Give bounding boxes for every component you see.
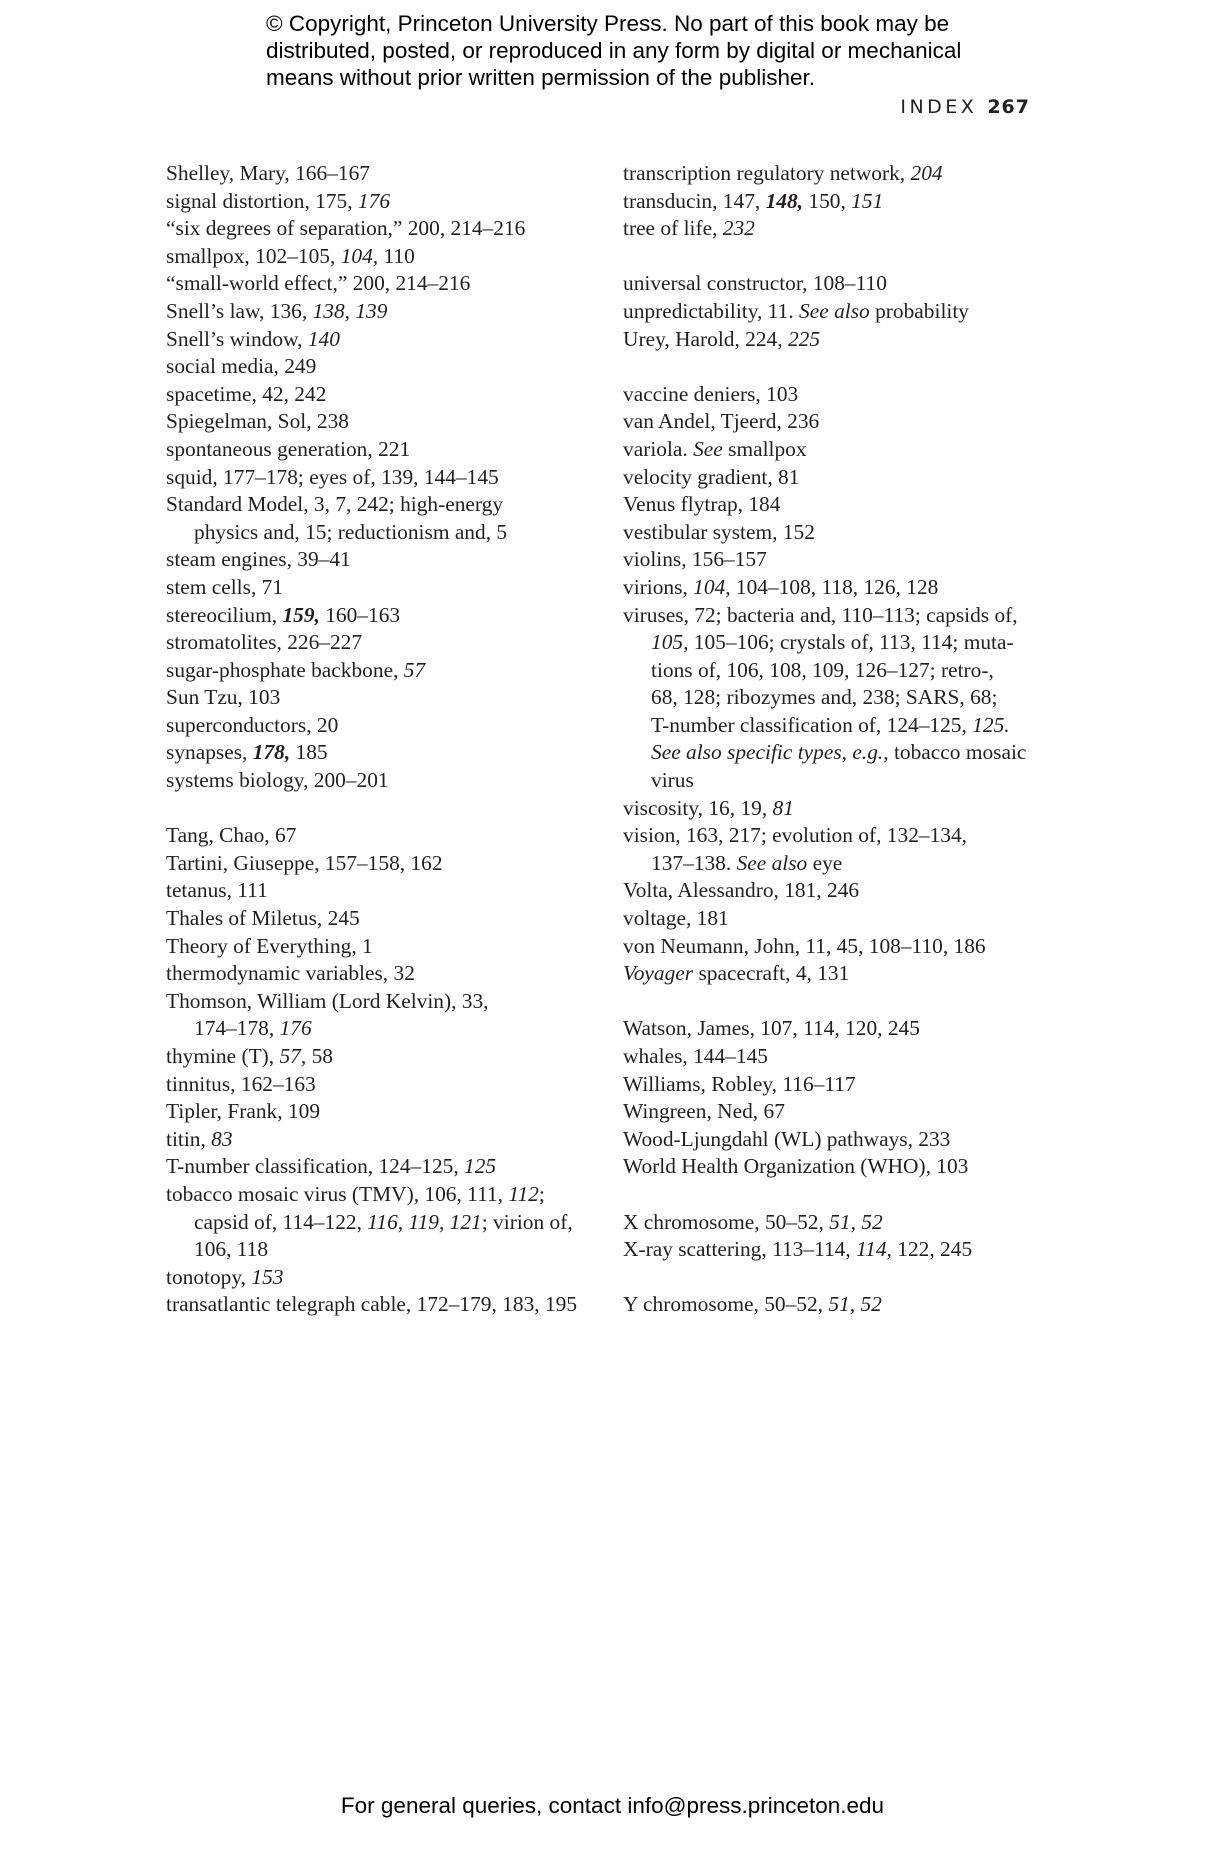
index-entry-text: 174–178, [194,1016,280,1041]
index-entry [166,1098,596,1126]
index-entry [623,1153,1063,1181]
letter-group-gap [623,243,1063,271]
index-entry-text: spontaneous generation, 221 [166,436,411,461]
index-entry-text: 148, [765,188,804,213]
index-entry-text: tions of, 106, 108, 109, 126–127; retro-, [651,657,994,682]
index-entry-text: X-ray scattering, 113–114, [623,1237,857,1262]
index-entry-text: stereocilium, [166,602,283,627]
index-entry [623,464,1063,492]
index-entry-text: 51, 52 [829,1209,883,1234]
index-entry [623,546,1063,574]
index-entry-text: steam engines, 39–41 [166,547,351,572]
index-entry-text: spacetime, 42, 242 [166,381,327,406]
index-entry [623,491,1063,519]
index-entry [623,160,1063,188]
index-entry [623,436,1063,464]
index-entry-text: vestibular system, 152 [623,519,815,544]
index-entry [623,298,1063,326]
copyright-line: © Copyright, Princeton University Press. No part of this book may be [266,11,950,36]
index-entry-text: stromatolites, 226–227 [166,630,363,655]
index-entry-text: Tang, Chao, 67 [166,823,297,848]
index-column-right [623,160,1063,1319]
index-entry [166,160,596,188]
index-entry [623,574,1063,602]
index-entry-text: Watson, James, 107, 114, 120, 245 [623,1016,920,1041]
index-entry-text: tobacco mosaic virus (TMV), 106, 111, [166,1181,509,1206]
index-entry-text: viscosity, 16, 19, [623,795,773,820]
index-entry-text: Tartini, Giuseppe, 157–158, 162 [166,850,443,875]
index-entry-text: von Neumann, John, 11, 45, 108–110, 186 [623,933,986,958]
index-entry-text: Urey, Harold, 224, [623,326,788,351]
index-entry [166,188,596,216]
index-entry-text: World Health Organization (WHO), 103 [623,1154,969,1179]
copyright-line: distributed, posted, or reproduced in any form by digital or mechanical [266,38,962,63]
index-entry-text: 204 [910,161,943,185]
index-entry-text: See also [799,298,870,323]
index-entry-text: capsid of, 114–122, [194,1209,368,1234]
index-entry-text: viruses, 72; bacteria and, 110–113; capsids of, [623,602,1018,627]
index-entry-text: virus [651,768,694,793]
index-entry [623,1071,1063,1099]
index-entry [166,739,596,767]
index-entry-text: 68, 128; ribozymes and, 238; SARS, 68; [651,685,998,710]
index-entry-text: Voyager [623,961,694,986]
index-entry-text: Thales of Miletus, 245 [166,906,360,931]
index-entry-text: Thomson, William (Lord Kelvin), 33, [166,988,489,1013]
index-entry [623,408,1063,436]
footer-contact: For general queries, contact info@press.princeton.edu [340,1793,885,1818]
index-entry-text: 114, [856,1237,892,1262]
index-entry [166,381,596,409]
index-entry [166,960,596,988]
index-entry-text: variola. [623,436,694,461]
index-entry [166,822,596,850]
index-entry [623,1015,1063,1043]
index-entry [166,464,596,492]
index-entry-text: Wood-Ljungdahl (WL) pathways, 233 [623,1126,951,1151]
index-entry [623,381,1063,409]
index-entry-text: 176 [357,188,391,213]
index-entry-text: See also [736,850,808,875]
index-entry-text: vision, 163, 217; evolution of, 132–134, [623,823,968,848]
index-entry-text: Williams, Robley, 116–117 [623,1071,856,1096]
index-entry-text: tobacco mosaic [888,740,1027,765]
index-entry [166,850,596,878]
index-entry-text: 105–106; crystals of, 113, 114; muta- [688,630,1014,655]
index-entry [166,408,596,436]
index-entry [166,1043,596,1071]
index-entry [166,1153,596,1181]
index-entry [166,298,596,326]
index-entry-text: 104, [693,574,731,599]
copyright-line: means without prior written permission of the publisher. [266,65,816,90]
index-entry-text: Snell’s law, 136, [166,298,313,323]
index-entry-text: thymine (T), [166,1044,280,1068]
index-entry-text: 185 [290,740,328,765]
index-entry-text: 125 [464,1154,497,1179]
index-entry-text: 159, [282,602,320,627]
index-entry-text: 176 [279,1016,312,1041]
index-entry-text: Sun Tzu, 103 [166,685,281,710]
index-entry [623,960,1063,988]
index-entry [623,822,1063,877]
index-entry [623,215,1063,243]
index-entry [623,877,1063,905]
index-entry-text: 140 [307,326,340,351]
index-entry [166,1071,596,1099]
index-entry-text: signal distortion, 175, [166,188,358,213]
index-entry-text: sugar-phosphate backbone, [166,657,404,682]
index-entry [623,933,1063,961]
index-entry-text: 104, [340,243,379,268]
index-entry [623,326,1063,354]
index-entry-text: Y chromosome, 50–52, [623,1292,829,1317]
index-entry-text: virions, [623,574,694,599]
index-entry [623,1291,1063,1319]
index-entry-text: Shelley, Mary, 166–167 [166,161,370,185]
index-entry-text: Venus flytrap, 184 [623,492,781,517]
index-entry [166,1181,596,1264]
index-entry-text: thermodynamic variables, 32 [166,961,415,986]
index-entry-text: Theory of Everything, 1 [166,933,373,958]
running-head [900,96,1030,118]
index-entry [166,270,596,298]
index-entry-text: Volta, Alessandro, 181, 246 [623,878,860,903]
index-entry [623,905,1063,933]
index-entry [623,795,1063,823]
index-entry [623,1126,1063,1154]
index-entry-text: synapses, [166,740,253,765]
index-entry-text: 57 [403,657,426,682]
index-entry-text: Snell’s window, [166,326,308,351]
index-entry-text: whales, 144–145 [623,1044,768,1068]
index-entry [166,877,596,905]
index-entry-text: X chromosome, 50–52, [623,1209,830,1234]
index-entry-text: Wingreen, Ned, 67 [623,1099,785,1124]
index-entry-text: spacecraft, 4, 131 [693,961,850,986]
index-entry [166,684,596,712]
index-entry-text: 178, [252,740,291,765]
index-entry-text: 151 [851,188,884,213]
index-entry-text: 83 [211,1126,233,1151]
index-entry-text: “six degrees of separation,” 200, 214–216 [166,216,526,241]
index-entry-text: smallpox [722,436,807,461]
index-entry-text: squid, 177–178; eyes of, 139, 144–145 [166,464,499,489]
index-entry-text: 58 [306,1044,333,1068]
page-number: 267 [987,96,1030,118]
running-head-label: INDEX [900,96,978,118]
index-entry-text: velocity gradient, 81 [623,464,800,489]
index-entry-text: 122, 245 [891,1237,973,1262]
index-entry-text: See [693,436,723,461]
index-entry [166,436,596,464]
index-entry-text: 225 [787,326,821,351]
index-entry-text: tinnitus, 162–163 [166,1071,316,1096]
letter-group-gap [623,988,1063,1016]
index-entry [623,602,1063,795]
index-entry-text: 153 [251,1264,284,1289]
index-entry-text: Spiegelman, Sol, 238 [166,409,350,434]
index-entry [166,491,596,546]
index-entry [166,629,596,657]
index-entry-text: violins, 156–157 [623,547,767,572]
index-entry [166,1126,596,1154]
index-entry [166,546,596,574]
index-entry-text: 150, [803,188,852,213]
index-entry-text: unpredictability, 11. [623,298,800,323]
index-entry-text: vaccine deniers, 103 [623,381,799,406]
index-entry-text: physics and, 15; reductionism and, 5 [194,519,508,544]
index-entry-text: 232 [722,216,755,241]
index-entry-text: 106, 118 [194,1237,269,1262]
index-entry [166,905,596,933]
index-entry-text: tonotopy, [166,1264,252,1289]
index-entry [166,1291,596,1319]
index-entry [166,574,596,602]
index-entry-text: 104–108, 118, 126, 128 [730,574,939,599]
index-entry [623,1209,1063,1237]
index-entry [166,353,596,381]
letter-group-gap [166,795,596,823]
index-entry-text: stem cells, 71 [166,574,284,599]
index-entry [166,767,596,795]
index-entry-text: tetanus, 111 [166,878,268,903]
index-entry-text: 112 [508,1181,539,1206]
index-entry-text: 137–138. [651,850,737,875]
index-entry-text: ; [538,1181,545,1206]
index-entry-text: voltage, 181 [623,906,729,931]
index-entry-text: Tipler, Frank, 109 [166,1099,321,1124]
index-entry-text: tree of life, [623,216,723,241]
index-entry-text: 125. [972,712,1010,737]
index-entry-text: superconductors, 20 [166,712,339,737]
index-entry-text: Standard Model, 3, 7, 242; high-energy [166,492,504,517]
index-entry [623,1236,1063,1264]
index-entry [166,1264,596,1292]
index-entry-text: “small-world effect,” 200, 214–216 [166,271,471,296]
index-entry-text: 138, 139 [312,298,388,323]
index-entry [166,988,596,1043]
index-entry-text: 110 [378,243,415,268]
index-entry-text: smallpox, 102–105, [166,243,341,268]
index-entry-text: universal constructor, 108–110 [623,271,887,296]
index-entry-text: van Andel, Tjeerd, 236 [623,409,820,434]
index-entry-text: social media, 249 [166,354,317,379]
index-entry [166,326,596,354]
index-entry [166,657,596,685]
index-entry-text: systems biology, 200–201 [166,768,389,793]
index-entry [166,215,596,243]
index-entry [166,712,596,740]
index-entry-text: transcription regulatory network, [623,161,911,185]
index-entry-text: T-number classification of, 124–125, [651,712,973,737]
index-entry [166,602,596,630]
index-entry-text: transducin, 147, [623,188,766,213]
index-entry-text: 81 [772,795,794,820]
index-entry-text: 160–163 [319,602,401,627]
index-entry-text: 116, 119, 121 [367,1209,482,1234]
index-entry-text: 105, [651,630,689,655]
index-entry [623,188,1063,216]
index-entry-text: 51, 52 [828,1292,882,1317]
index-entry [166,933,596,961]
index-entry [623,270,1063,298]
index-entry [166,243,596,271]
index-entry-text: ; virion of, [481,1209,573,1234]
index-entry-text: probability [869,298,969,323]
index-entry [623,1043,1063,1071]
index-entry-text: 57, [279,1044,307,1068]
letter-group-gap [623,353,1063,381]
letter-group-gap [623,1181,1063,1209]
index-entry [623,1098,1063,1126]
copyright-notice [266,10,1026,91]
index-column-left [166,160,596,1319]
index-entry [623,519,1063,547]
index-entry-text: eye [807,850,843,875]
index-entry-text: See also specific types, e.g., [651,740,889,765]
index-entry-text: T-number classification, 124–125, [166,1154,465,1179]
letter-group-gap [623,1264,1063,1292]
index-entry-text: transatlantic telegraph cable, 172–179, 183, 195 [166,1292,578,1317]
index-entry-text: titin, [166,1126,212,1151]
